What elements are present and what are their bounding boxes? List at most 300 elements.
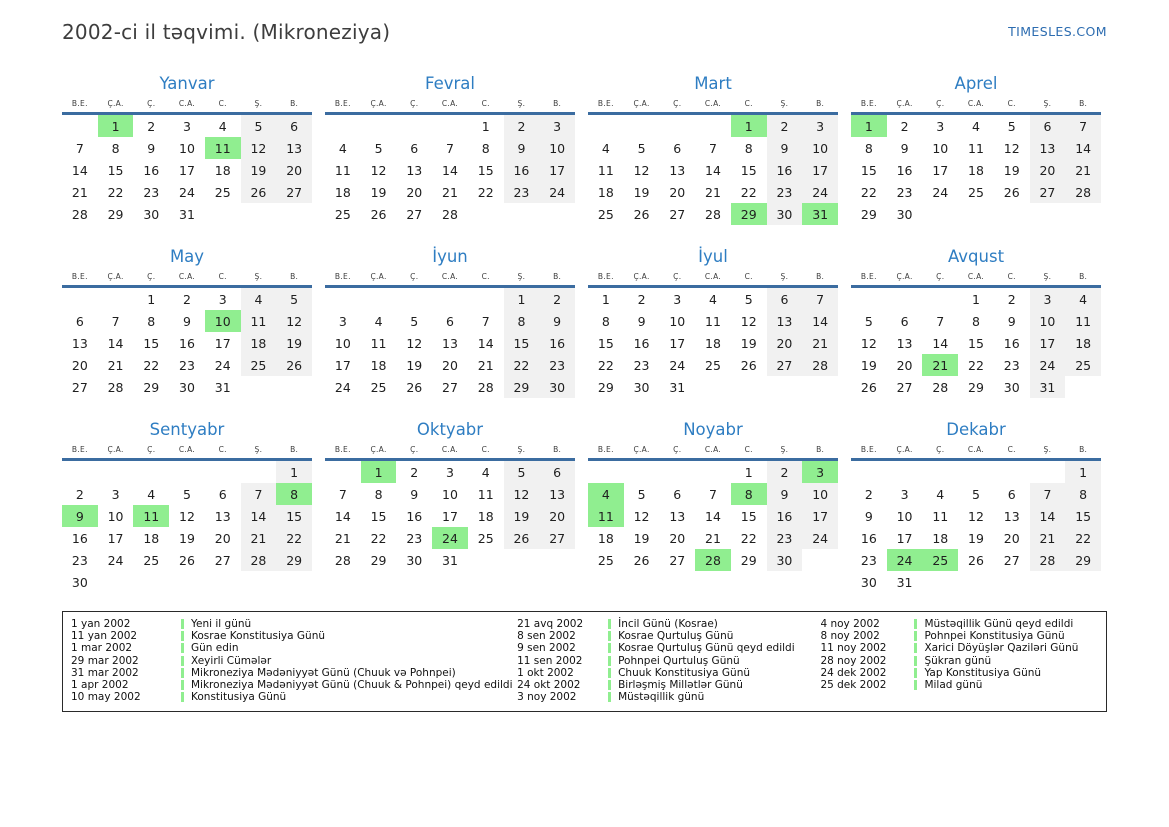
legend-date: 3 noy 2002 bbox=[517, 691, 577, 704]
month-days bbox=[62, 288, 312, 398]
day-cell-empty bbox=[468, 288, 504, 310]
legend-desc bbox=[181, 667, 456, 679]
day-cell: 2 bbox=[147, 118, 156, 134]
day-cell: 12 bbox=[633, 162, 650, 178]
day-cell: 1 bbox=[504, 288, 540, 310]
legend-date: 4 noy 2002 bbox=[820, 618, 880, 631]
weekday-label: C.A. bbox=[704, 445, 722, 454]
day-cell: 29 bbox=[143, 379, 160, 395]
legend-desc bbox=[608, 618, 718, 630]
month-4 bbox=[851, 74, 1101, 225]
legend-label: Kosrae Konstitusiya Günü bbox=[191, 630, 325, 643]
weekday-label: C.A. bbox=[704, 272, 722, 281]
legend-date: 31 mar 2002 bbox=[71, 666, 139, 679]
day-cell-empty bbox=[468, 549, 504, 571]
site-link[interactable]: TIMESLES.COM bbox=[1008, 24, 1107, 39]
day-cell-empty bbox=[241, 571, 277, 593]
day-cell: 14 bbox=[1030, 505, 1066, 527]
day-cell: 17 bbox=[107, 530, 124, 546]
day-cell: 6 bbox=[1007, 486, 1016, 502]
day-cell: 13 bbox=[276, 137, 312, 159]
holidays-legend bbox=[62, 611, 1107, 712]
weekday-label: B.E. bbox=[597, 99, 614, 108]
weekday-label: C. bbox=[218, 445, 227, 454]
day-cell: 17 bbox=[179, 162, 195, 178]
weekday-label: Ç. bbox=[410, 99, 419, 108]
weekday-label: B. bbox=[553, 99, 562, 108]
day-cell: 21 bbox=[1065, 159, 1101, 181]
day-cell: 18 bbox=[968, 162, 984, 178]
day-cell-empty bbox=[922, 461, 958, 483]
day-cell: 10 bbox=[107, 508, 124, 524]
day-cell: 26 bbox=[860, 379, 877, 395]
legend-label: Müstəqillik Günü qeyd edildi bbox=[924, 618, 1074, 631]
day-cell: 29 bbox=[107, 206, 124, 222]
day-cell: 3 bbox=[673, 291, 682, 307]
day-cell: 28 bbox=[334, 552, 351, 568]
day-cell: 13 bbox=[442, 335, 458, 351]
legend-label: Milad günü bbox=[924, 679, 983, 692]
month-title: Yanvar bbox=[159, 74, 215, 93]
day-cell: 15 bbox=[597, 335, 614, 351]
holiday-marker-icon bbox=[914, 668, 917, 678]
day-cell: 15 bbox=[276, 505, 312, 527]
day-cell: 28 bbox=[107, 379, 124, 395]
page-header bbox=[62, 20, 1107, 44]
day-cell: 3 bbox=[1030, 288, 1066, 310]
day-cell: 29 bbox=[968, 379, 984, 395]
day-cell: 3 bbox=[900, 486, 909, 502]
day-cell: 15 bbox=[860, 162, 877, 178]
day-cell: 6 bbox=[673, 486, 682, 502]
month-days bbox=[325, 288, 575, 398]
weekday-label: C. bbox=[744, 99, 753, 108]
holiday-marker-icon bbox=[914, 631, 917, 641]
day-cell: 26 bbox=[370, 206, 387, 222]
legend-label: Konstitusiya Günü bbox=[191, 691, 287, 704]
weekday-label: Ç. bbox=[410, 445, 419, 454]
day-cell: 28 bbox=[1065, 181, 1101, 203]
day-cell-empty bbox=[994, 203, 1030, 225]
day-cell: 12 bbox=[276, 310, 312, 332]
day-cell: 31 bbox=[896, 574, 913, 590]
legend-entry bbox=[820, 679, 1098, 691]
day-cell: 6 bbox=[1030, 115, 1066, 137]
holiday-marker-icon bbox=[608, 656, 611, 666]
day-cell: 29 bbox=[597, 379, 614, 395]
day-cell: 9 bbox=[147, 140, 156, 156]
day-cell: 20 bbox=[276, 159, 312, 181]
day-cell-empty bbox=[62, 288, 98, 310]
day-cell: 10 bbox=[179, 140, 195, 156]
weekday-label: B. bbox=[1079, 445, 1088, 454]
day-cell: 15 bbox=[477, 162, 494, 178]
day-cell: 19 bbox=[504, 505, 540, 527]
day-cell: 12 bbox=[504, 483, 540, 505]
day-cell: 23 bbox=[767, 527, 803, 549]
day-cell: 7 bbox=[802, 288, 838, 310]
day-cell: 22 bbox=[597, 357, 614, 373]
day-cell: 11 bbox=[477, 486, 494, 502]
weekday-label: C.A. bbox=[704, 99, 722, 108]
day-cell: 29 bbox=[370, 552, 387, 568]
month-10 bbox=[325, 420, 575, 593]
day-cell-holiday: 11 bbox=[588, 505, 624, 527]
day-cell-empty bbox=[1065, 203, 1101, 225]
weekday-header-row bbox=[62, 99, 312, 109]
weekday-label: B.E. bbox=[334, 99, 351, 108]
day-cell-empty bbox=[802, 549, 838, 571]
day-cell: 21 bbox=[477, 357, 494, 373]
day-cell: 22 bbox=[740, 530, 757, 546]
day-cell: 14 bbox=[705, 162, 721, 178]
weekday-header-row bbox=[851, 99, 1101, 109]
day-cell: 27 bbox=[767, 354, 803, 376]
legend-label: Pohnpei Qurtuluş Günü bbox=[618, 654, 740, 667]
day-cell-empty bbox=[62, 461, 98, 483]
day-cell: 11 bbox=[705, 313, 721, 329]
legend-label: Xeyirli Cümələr bbox=[191, 654, 272, 667]
weekday-label: Ç. bbox=[673, 272, 682, 281]
day-cell: 18 bbox=[477, 508, 494, 524]
day-cell: 7 bbox=[709, 486, 717, 502]
day-cell: 6 bbox=[410, 140, 419, 156]
day-cell: 28 bbox=[705, 206, 721, 222]
day-cell: 22 bbox=[860, 184, 877, 200]
day-cell: 25 bbox=[968, 184, 984, 200]
day-cell: 13 bbox=[669, 162, 686, 178]
day-cell-empty bbox=[588, 461, 624, 483]
day-cell: 1 bbox=[147, 291, 156, 307]
day-cell: 28 bbox=[932, 379, 949, 395]
day-cell-empty bbox=[432, 115, 468, 137]
legend-entry bbox=[820, 630, 1098, 642]
day-cell: 14 bbox=[932, 335, 949, 351]
day-cell: 5 bbox=[864, 313, 873, 329]
day-cell: 29 bbox=[276, 549, 312, 571]
day-cell: 2 bbox=[410, 464, 419, 480]
day-cell-holiday: 29 bbox=[731, 203, 767, 225]
legend-desc bbox=[914, 655, 991, 667]
weekday-label: B.E. bbox=[860, 272, 877, 281]
day-cell: 23 bbox=[504, 181, 540, 203]
day-cell-empty bbox=[695, 376, 731, 398]
day-cell-empty bbox=[994, 571, 1030, 593]
legend-date: 28 noy 2002 bbox=[820, 654, 887, 667]
weekday-label: B.E. bbox=[334, 272, 351, 281]
day-cell: 17 bbox=[442, 508, 458, 524]
day-cell-empty bbox=[659, 461, 695, 483]
day-cell: 7 bbox=[241, 483, 277, 505]
page-title: 2002-ci il təqvimi. (Mikroneziya) bbox=[62, 20, 391, 44]
day-cell: 26 bbox=[1003, 184, 1020, 200]
day-cell: 24 bbox=[802, 181, 838, 203]
day-cell: 24 bbox=[214, 357, 231, 373]
day-cell: 15 bbox=[107, 162, 124, 178]
legend-date: 1 yan 2002 bbox=[71, 618, 131, 631]
legend-label: Kosrae Qurtuluş Günü bbox=[618, 630, 734, 643]
day-cell: 25 bbox=[143, 552, 160, 568]
weekday-header-row bbox=[588, 445, 838, 455]
day-cell: 14 bbox=[442, 162, 458, 178]
day-cell: 10 bbox=[802, 137, 838, 159]
legend-column-2 bbox=[517, 618, 820, 703]
legend-desc bbox=[181, 679, 512, 691]
day-cell-empty bbox=[169, 571, 205, 593]
day-cell: 14 bbox=[334, 508, 351, 524]
legend-label: Yeni il günü bbox=[191, 618, 252, 631]
month-6 bbox=[325, 247, 575, 398]
legend-desc bbox=[181, 691, 286, 703]
legend-date: 8 sen 2002 bbox=[517, 630, 576, 643]
weekday-label: Ş. bbox=[1043, 272, 1052, 281]
day-cell-empty bbox=[62, 115, 98, 137]
day-cell-empty bbox=[1065, 376, 1101, 398]
weekday-label: C. bbox=[218, 99, 227, 108]
day-cell: 6 bbox=[75, 313, 84, 329]
day-cell: 24 bbox=[802, 527, 838, 549]
day-cell: 5 bbox=[183, 486, 191, 502]
month-8 bbox=[851, 247, 1101, 398]
day-cell: 24 bbox=[334, 379, 351, 395]
day-cell: 15 bbox=[504, 332, 540, 354]
day-cell: 29 bbox=[504, 376, 540, 398]
day-cell: 9 bbox=[864, 508, 873, 524]
holiday-marker-icon bbox=[181, 680, 184, 690]
day-cell: 28 bbox=[71, 206, 88, 222]
day-cell: 20 bbox=[406, 184, 423, 200]
weekday-label: C. bbox=[744, 272, 753, 281]
legend-entry bbox=[517, 630, 820, 642]
weekday-label: Ç. bbox=[147, 272, 156, 281]
day-cell: 5 bbox=[744, 291, 753, 307]
month-2 bbox=[325, 74, 575, 225]
day-cell: 10 bbox=[442, 486, 458, 502]
day-cell: 12 bbox=[1003, 140, 1020, 156]
day-cell-empty bbox=[205, 461, 241, 483]
day-cell-empty bbox=[659, 115, 695, 137]
month-title: May bbox=[169, 247, 205, 266]
weekday-label: Ç.A. bbox=[896, 99, 913, 108]
day-cell: 28 bbox=[477, 379, 494, 395]
legend-label: Kosrae Qurtuluş Günü qeyd edildi bbox=[618, 642, 795, 655]
weekday-label: B.E. bbox=[597, 445, 614, 454]
day-cell: 16 bbox=[896, 162, 913, 178]
day-cell: 9 bbox=[183, 313, 191, 329]
weekday-label: C.A. bbox=[178, 445, 196, 454]
weekday-label: Ç. bbox=[673, 99, 682, 108]
legend-entry bbox=[517, 667, 820, 679]
weekday-header-row bbox=[851, 272, 1101, 282]
day-cell: 7 bbox=[1030, 483, 1066, 505]
day-cell: 16 bbox=[767, 505, 803, 527]
weekday-label: Ş. bbox=[517, 272, 526, 281]
day-cell: 20 bbox=[442, 357, 458, 373]
month-days bbox=[588, 461, 838, 571]
legend-date: 1 apr 2002 bbox=[71, 679, 129, 692]
day-cell: 12 bbox=[633, 508, 650, 524]
day-cell: 21 bbox=[71, 184, 88, 200]
weekday-label: Ç. bbox=[147, 99, 156, 108]
legend-date: 24 okt 2002 bbox=[517, 679, 581, 692]
month-1 bbox=[62, 74, 312, 225]
day-cell: 27 bbox=[1003, 552, 1020, 568]
day-cell-holiday: 9 bbox=[62, 505, 98, 527]
day-cell: 11 bbox=[932, 508, 949, 524]
legend-date: 25 dek 2002 bbox=[820, 679, 887, 692]
day-cell: 20 bbox=[669, 530, 686, 546]
day-cell: 23 bbox=[767, 181, 803, 203]
day-cell-empty bbox=[1065, 571, 1101, 593]
day-cell-holiday: 3 bbox=[802, 461, 838, 483]
day-cell: 14 bbox=[107, 335, 124, 351]
day-cell-holiday: 31 bbox=[802, 203, 838, 225]
day-cell: 8 bbox=[111, 140, 120, 156]
day-cell-empty bbox=[361, 288, 397, 310]
day-cell: 28 bbox=[1030, 549, 1066, 571]
day-cell: 17 bbox=[932, 162, 949, 178]
weekday-label: B.E. bbox=[597, 272, 614, 281]
day-cell: 19 bbox=[633, 530, 650, 546]
day-cell: 10 bbox=[334, 335, 351, 351]
holiday-marker-icon bbox=[181, 643, 184, 653]
month-12 bbox=[851, 420, 1101, 593]
legend-entry bbox=[71, 642, 517, 654]
day-cell: 16 bbox=[539, 332, 575, 354]
day-cell-holiday: 1 bbox=[731, 115, 767, 137]
day-cell-empty bbox=[361, 115, 397, 137]
day-cell: 21 bbox=[241, 527, 277, 549]
day-cell: 9 bbox=[767, 137, 803, 159]
day-cell: 25 bbox=[370, 379, 387, 395]
legend-date: 29 mar 2002 bbox=[71, 654, 139, 667]
day-cell: 17 bbox=[214, 335, 231, 351]
day-cell: 3 bbox=[802, 115, 838, 137]
day-cell: 15 bbox=[143, 335, 160, 351]
weekday-label: Ç.A. bbox=[633, 445, 650, 454]
day-cell: 5 bbox=[410, 313, 419, 329]
legend-desc bbox=[914, 679, 982, 691]
weekday-label: B.E. bbox=[71, 99, 88, 108]
month-title: Avqust bbox=[947, 247, 1005, 266]
holiday-marker-icon bbox=[608, 668, 611, 678]
day-cell: 29 bbox=[1065, 549, 1101, 571]
day-cell: 3 bbox=[338, 313, 347, 329]
day-cell: 8 bbox=[1065, 483, 1101, 505]
day-cell: 26 bbox=[633, 206, 650, 222]
day-cell: 2 bbox=[183, 291, 191, 307]
day-cell: 14 bbox=[802, 310, 838, 332]
day-cell-empty bbox=[504, 203, 540, 225]
day-cell-empty bbox=[539, 203, 575, 225]
day-cell: 19 bbox=[860, 357, 877, 373]
day-cell: 14 bbox=[705, 508, 721, 524]
day-cell-empty bbox=[851, 461, 887, 483]
weekday-label: B. bbox=[1079, 99, 1088, 108]
day-cell: 27 bbox=[1030, 181, 1066, 203]
holiday-marker-icon bbox=[914, 680, 917, 690]
day-cell: 6 bbox=[276, 115, 312, 137]
day-cell: 18 bbox=[705, 335, 721, 351]
holiday-marker-icon bbox=[181, 656, 184, 666]
day-cell: 20 bbox=[669, 184, 686, 200]
day-cell: 8 bbox=[744, 140, 753, 156]
day-cell: 28 bbox=[802, 354, 838, 376]
holiday-marker-icon bbox=[608, 692, 611, 702]
day-cell: 21 bbox=[802, 332, 838, 354]
day-cell: 27 bbox=[214, 552, 231, 568]
weekday-label: C.A. bbox=[441, 272, 459, 281]
holiday-marker-icon bbox=[914, 656, 917, 666]
day-cell: 18 bbox=[370, 357, 387, 373]
day-cell: 6 bbox=[900, 313, 909, 329]
day-cell: 2 bbox=[75, 486, 84, 502]
day-cell-empty bbox=[98, 288, 134, 310]
day-cell: 19 bbox=[968, 530, 984, 546]
day-cell: 11 bbox=[241, 310, 277, 332]
day-cell: 18 bbox=[334, 184, 351, 200]
legend-desc bbox=[181, 655, 271, 667]
weekday-label: Ç.A. bbox=[107, 445, 124, 454]
month-days bbox=[62, 461, 312, 593]
day-cell-empty bbox=[205, 203, 241, 225]
day-cell: 5 bbox=[637, 140, 646, 156]
day-cell: 15 bbox=[370, 508, 387, 524]
day-cell: 26 bbox=[179, 552, 195, 568]
day-cell: 22 bbox=[1065, 527, 1101, 549]
day-cell: 1 bbox=[972, 291, 980, 307]
day-cell: 2 bbox=[539, 288, 575, 310]
weekday-label: Ş. bbox=[780, 99, 789, 108]
day-cell: 22 bbox=[143, 357, 160, 373]
legend-desc bbox=[914, 667, 1041, 679]
day-cell: 1 bbox=[744, 464, 753, 480]
day-cell: 9 bbox=[900, 140, 909, 156]
day-cell: 27 bbox=[669, 552, 686, 568]
day-cell-empty bbox=[624, 115, 660, 137]
day-cell: 19 bbox=[633, 184, 650, 200]
day-cell: 18 bbox=[241, 332, 277, 354]
day-cell: 16 bbox=[406, 508, 423, 524]
day-cell: 14 bbox=[241, 505, 277, 527]
legend-entry bbox=[820, 642, 1098, 654]
day-cell: 13 bbox=[71, 335, 88, 351]
holiday-marker-icon bbox=[608, 643, 611, 653]
day-cell: 24 bbox=[107, 552, 124, 568]
day-cell: 2 bbox=[1007, 291, 1016, 307]
day-cell-holiday: 28 bbox=[695, 549, 731, 571]
day-cell: 4 bbox=[338, 140, 347, 156]
day-cell: 12 bbox=[968, 508, 984, 524]
day-cell-empty bbox=[922, 571, 958, 593]
day-cell: 5 bbox=[1007, 118, 1016, 134]
day-cell-empty bbox=[325, 461, 361, 483]
month-title: İyun bbox=[432, 247, 468, 266]
months-grid bbox=[62, 74, 1107, 593]
weekday-label: Ş. bbox=[254, 99, 263, 108]
day-cell: 28 bbox=[241, 549, 277, 571]
day-cell: 23 bbox=[896, 184, 913, 200]
weekday-label: C. bbox=[481, 99, 490, 108]
day-cell-empty bbox=[396, 115, 432, 137]
day-cell: 8 bbox=[972, 313, 980, 329]
weekday-label: B. bbox=[553, 445, 562, 454]
day-cell-holiday: 11 bbox=[205, 137, 241, 159]
day-cell-empty bbox=[98, 461, 134, 483]
day-cell-empty bbox=[887, 461, 923, 483]
day-cell: 13 bbox=[1003, 508, 1020, 524]
month-title: Oktyabr bbox=[416, 420, 484, 439]
